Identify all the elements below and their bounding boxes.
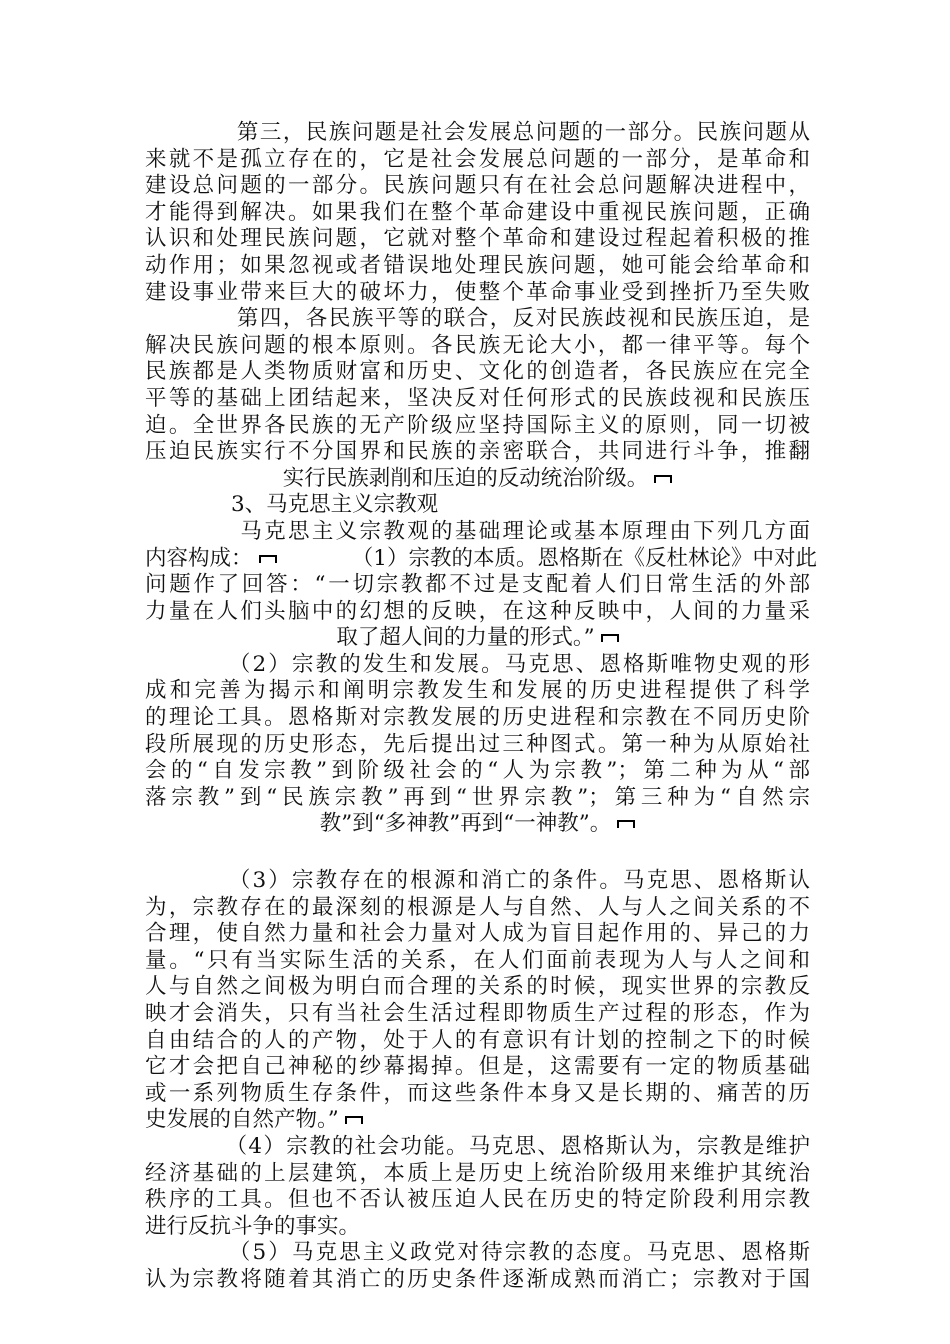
text-line: 动作用；如果忽视或者错误地处理民族问题，她可能会给革命和 bbox=[145, 252, 810, 278]
text-line: 量。“只有当实际生活的关系，在人们面前表现为人与人之间和 bbox=[145, 947, 810, 973]
text-line-mixed bbox=[145, 545, 817, 573]
paragraph-mark-icon bbox=[617, 820, 635, 828]
text-line: 成和完善为揭示和阐明宗教发生和发展的历史进程提供了科学 bbox=[145, 678, 810, 704]
text-line: 或一系列物质生存条件，而这些条件本身又是长期的、痛苦的历 bbox=[145, 1080, 810, 1106]
text-line: 迫。全世界各民族的无产阶级应坚持国际主义的原则，同一切被 bbox=[145, 412, 810, 438]
text-span: 史发展的自然产物。” bbox=[145, 1107, 339, 1133]
text-line: 的理论工具。恩格斯对宗教发展的历史进程和宗教在不同历史阶 bbox=[145, 705, 810, 731]
text-line: 秩序的工具。但也不否认被压迫人民在历史的特定阶段利用宗教 bbox=[145, 1187, 810, 1213]
text-span: 教”到“多神教”再到“一神教”。 bbox=[319, 811, 612, 837]
text-line: 才能得到解决。如果我们在整个革命建设中重视民族问题，正确 bbox=[145, 199, 810, 225]
text-line-end bbox=[145, 466, 810, 493]
blank-line bbox=[145, 838, 810, 868]
text-line: 自由结合的人的产物，处于人的有意识有计划的控制之下的时候 bbox=[145, 1027, 810, 1053]
text-line: 建设事业带来巨大的破坏力，使整个革命事业受到挫折乃至失败 bbox=[145, 279, 810, 305]
text-line: 第四，各民族平等的联合，反对民族歧视和民族压迫，是 bbox=[145, 306, 810, 332]
text-line: （4）宗教的社会功能。马克思、恩格斯认为，宗教是维护 bbox=[145, 1133, 810, 1159]
text-line: 马克思主义宗教观的基础理论或基本原理由下列几方面 bbox=[145, 518, 810, 544]
section-heading: 3、马克思主义宗教观 bbox=[145, 492, 439, 518]
text-line: （2）宗教的发生和发展。马克思、恩格斯唯物史观的形 bbox=[145, 651, 810, 677]
text-line: 会的“自发宗教”到阶级社会的“人为宗教”；第二种为从“部 bbox=[145, 758, 810, 784]
text-line: （3）宗教存在的根源和消亡的条件。马克思、恩格斯认 bbox=[145, 868, 810, 894]
document-body bbox=[145, 120, 817, 1294]
text-line-end bbox=[145, 1107, 810, 1134]
text-line: 它才会把自己神秘的纱幕揭掉。但是，这需要有一定的物质基础 bbox=[145, 1054, 810, 1080]
text-span: 取了超人间的力量的形式。” bbox=[336, 625, 595, 651]
text-line: 进行反抗斗争的事实。 bbox=[145, 1213, 361, 1239]
text-line: 合理，使自然力量和社会力量对人成为盲目起作用的、异己的力 bbox=[145, 921, 810, 947]
text-line: 认识和处理民族问题，它就对整个革命和建设过程起着积极的推 bbox=[145, 226, 810, 252]
text-line: 建设总问题的一部分。民族问题只有在社会总问题解决进程中， bbox=[145, 173, 810, 199]
text-line: 来就不是孤立存在的，它是社会发展总问题的一部分，是革命和 bbox=[145, 146, 810, 172]
text-line-end bbox=[145, 625, 810, 652]
text-line: 为，宗教存在的最深刻的根源是人与自然、人与人之间关系的不 bbox=[145, 894, 810, 920]
text-line: 段所展现的历史形态，先后提出过三种图式。第一种为从原始社 bbox=[145, 731, 810, 757]
paragraph-mark-icon bbox=[654, 475, 672, 483]
paragraph-mark-icon bbox=[259, 555, 277, 563]
text-line: 落宗教”到“民族宗教”再到“世界宗教”；第三种为“自然宗 bbox=[145, 784, 810, 810]
text-span: 内容构成： bbox=[145, 545, 253, 571]
text-line: 平等的基础上团结起来，坚决反对任何形式的民族歧视和民族压 bbox=[145, 385, 810, 411]
text-line: 力量在人们头脑中的幻想的反映，在这种反映中，人间的力量采 bbox=[145, 598, 810, 624]
text-line: 第三，民族问题是社会发展总问题的一部分。民族问题从 bbox=[145, 120, 810, 145]
text-line: （5）马克思主义政党对待宗教的态度。马克思、恩格斯 bbox=[145, 1240, 810, 1266]
text-line: 问题作了回答：“一切宗教都不过是支配着人们日常生活的外部 bbox=[145, 572, 810, 598]
text-span: （1）宗教的本质。恩格斯在《反杜林论》中对此 bbox=[276, 545, 817, 571]
text-line: 经济基础的上层建筑，本质上是历史上统治阶级用来维护其统治 bbox=[145, 1160, 810, 1186]
paragraph-mark-icon bbox=[601, 634, 619, 642]
paragraph-mark-icon bbox=[345, 1116, 363, 1124]
text-line: 人与自然之间极为明白而合理的关系的时候，现实世界的宗教反 bbox=[145, 974, 810, 1000]
text-line: 民族都是人类物质财富和历史、文化的创造者，各民族应在完全 bbox=[145, 359, 810, 385]
text-line: 映才会消失，只有当社会生活过程即物质生产过程的形态，作为 bbox=[145, 1001, 810, 1026]
text-span: 实行民族剥削和压迫的反动统治阶级。 bbox=[282, 465, 649, 491]
text-line: 解决民族问题的根本原则。各民族无论大小，都一律平等。每个 bbox=[145, 332, 810, 358]
text-line: 认为宗教将随着其消亡的历史条件逐渐成熟而消亡；宗教对于国 bbox=[145, 1266, 810, 1292]
text-line-end bbox=[145, 811, 810, 838]
text-line: 压迫民族实行不分国界和民族的亲密联合，共同进行斗争，推翻 bbox=[145, 439, 810, 465]
